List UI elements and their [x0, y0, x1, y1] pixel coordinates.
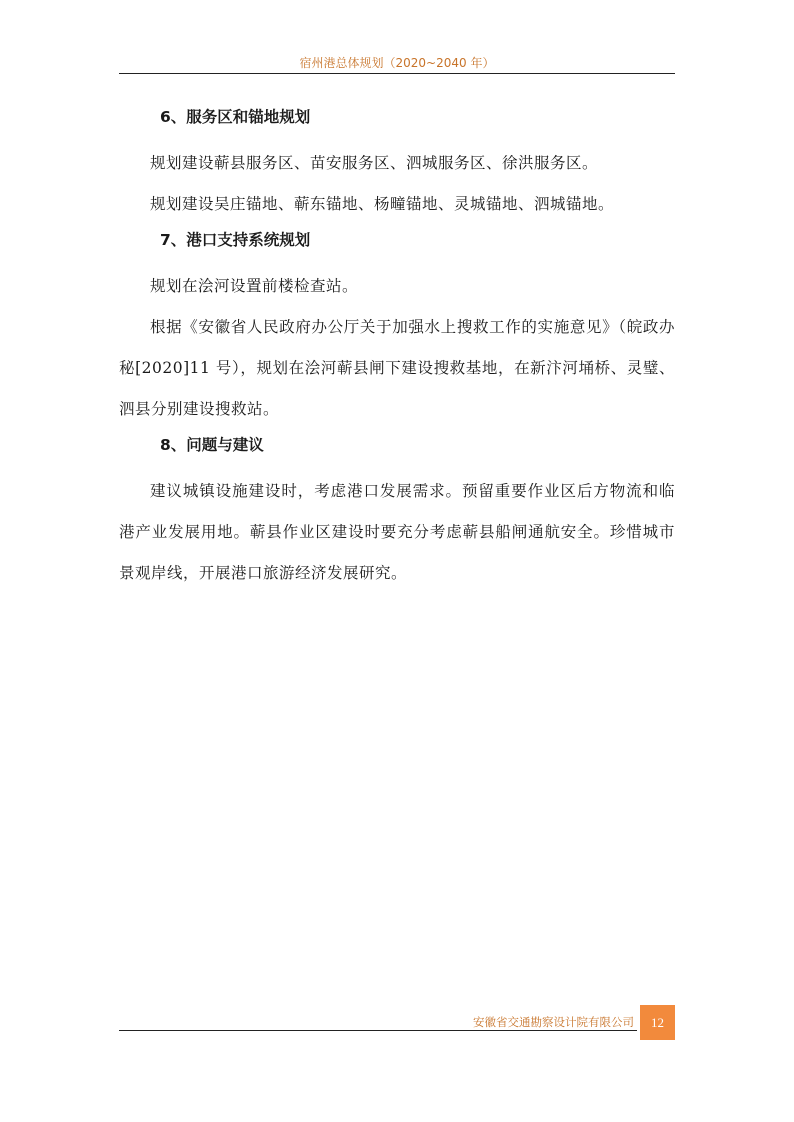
section-heading: 6、服务区和锚地规划 [160, 108, 311, 126]
footer-divider [119, 1030, 637, 1031]
section-port-support [119, 225, 675, 430]
footer-company-name: 安徽省交通勘察设计院有限公司 [473, 1015, 634, 1029]
section-heading: 8、问题与建议 [160, 436, 264, 454]
section-suggestions [119, 430, 675, 594]
paragraph: 根据《安徽省人民政府办公厅关于加强水上搜救工作的实施意见》（皖政办秘[2020]11 号），规划在浍河蕲县闸下建设搜救基地，在新汴河埇桥、灵璧、泗县分别建设搜救站。 [119, 318, 675, 418]
section-heading: 7、港口支持系统规划 [160, 231, 311, 249]
paragraph: 建议城镇设施建设时，考虑港口发展需求。预留重要作业区后方物流和临港产业发展用地。蕲县作业区建设时要充分考虑蕲县船闸通航安全。珍惜城市景观岸线，开展港口旅游经济发展研究。 [119, 482, 675, 582]
page-number-badge: 12 [640, 1005, 675, 1040]
header-divider [119, 73, 675, 74]
header-title: 宿州港总体规划（2020~2040 年） [299, 56, 495, 70]
section-service-areas [119, 102, 675, 225]
paragraph: 规划建设吴庄锚地、蕲东锚地、杨疃锚地、灵城锚地、泗城锚地。 [150, 195, 615, 213]
paragraph: 规划建设蕲县服务区、苗安服务区、泗城服务区、徐洪服务区。 [150, 154, 599, 172]
paragraph: 规划在浍河设置前楼检查站。 [150, 277, 359, 295]
document-body [119, 102, 675, 594]
